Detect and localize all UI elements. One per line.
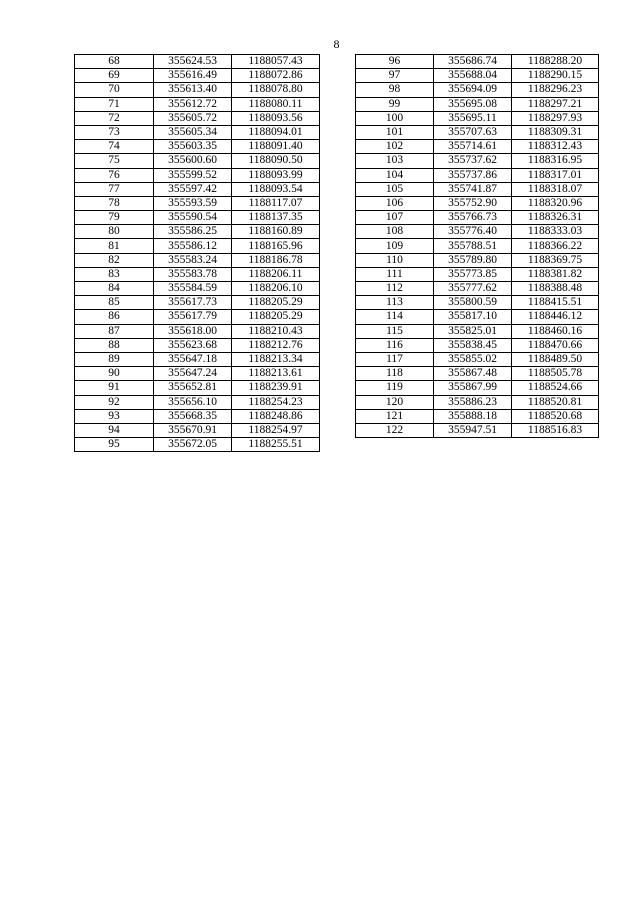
point-number-cell: 105 bbox=[356, 182, 434, 196]
y-coordinate-cell: 1188446.12 bbox=[512, 310, 599, 324]
point-number-cell: 114 bbox=[356, 310, 434, 324]
y-coordinate-cell: 1188212.76 bbox=[232, 338, 320, 352]
y-coordinate-cell: 1188117.07 bbox=[232, 196, 320, 210]
table-row bbox=[356, 296, 599, 310]
table-row bbox=[356, 211, 599, 225]
x-coordinate-cell: 355947.51 bbox=[434, 423, 512, 437]
point-number-cell: 86 bbox=[75, 310, 154, 324]
y-coordinate-cell: 1188137.35 bbox=[232, 211, 320, 225]
table-row bbox=[356, 239, 599, 253]
y-coordinate-cell: 1188093.54 bbox=[232, 182, 320, 196]
x-coordinate-cell: 355583.24 bbox=[154, 253, 232, 267]
y-coordinate-cell: 1188316.95 bbox=[512, 154, 599, 168]
point-number-cell: 90 bbox=[75, 367, 154, 381]
point-number-cell: 101 bbox=[356, 125, 434, 139]
y-coordinate-cell: 1188206.11 bbox=[232, 267, 320, 281]
y-coordinate-cell: 1188333.03 bbox=[512, 225, 599, 239]
x-coordinate-cell: 355741.87 bbox=[434, 182, 512, 196]
y-coordinate-cell: 1188320.96 bbox=[512, 196, 599, 210]
x-coordinate-cell: 355600.60 bbox=[154, 154, 232, 168]
table-row bbox=[75, 310, 320, 324]
x-coordinate-cell: 355618.00 bbox=[154, 324, 232, 338]
x-coordinate-cell: 355695.08 bbox=[434, 97, 512, 111]
table-row bbox=[356, 282, 599, 296]
point-number-cell: 102 bbox=[356, 140, 434, 154]
x-coordinate-cell: 355888.18 bbox=[434, 409, 512, 423]
table-row bbox=[75, 409, 320, 423]
table-row bbox=[356, 154, 599, 168]
table-row bbox=[75, 338, 320, 352]
point-number-cell: 109 bbox=[356, 239, 434, 253]
table-row bbox=[356, 83, 599, 97]
x-coordinate-cell: 355737.62 bbox=[434, 154, 512, 168]
point-number-cell: 69 bbox=[75, 69, 154, 83]
x-coordinate-cell: 355612.72 bbox=[154, 97, 232, 111]
table-row bbox=[356, 69, 599, 83]
table-row bbox=[356, 310, 599, 324]
table-row bbox=[75, 282, 320, 296]
point-number-cell: 89 bbox=[75, 352, 154, 366]
y-coordinate-cell: 1188524.66 bbox=[512, 381, 599, 395]
y-coordinate-cell: 1188090.50 bbox=[232, 154, 320, 168]
table-row bbox=[356, 367, 599, 381]
table-row bbox=[75, 239, 320, 253]
x-coordinate-cell: 355777.62 bbox=[434, 282, 512, 296]
y-coordinate-cell: 1188312.43 bbox=[512, 140, 599, 154]
y-coordinate-cell: 1188288.20 bbox=[512, 55, 599, 69]
coordinates-table-right bbox=[355, 54, 599, 438]
point-number-cell: 117 bbox=[356, 352, 434, 366]
point-number-cell: 92 bbox=[75, 395, 154, 409]
y-coordinate-cell: 1188381.82 bbox=[512, 267, 599, 281]
table-row bbox=[75, 97, 320, 111]
y-coordinate-cell: 1188489.50 bbox=[512, 352, 599, 366]
point-number-cell: 111 bbox=[356, 267, 434, 281]
y-coordinate-cell: 1188080.11 bbox=[232, 97, 320, 111]
point-number-cell: 88 bbox=[75, 338, 154, 352]
x-coordinate-cell: 355583.78 bbox=[154, 267, 232, 281]
point-number-cell: 121 bbox=[356, 409, 434, 423]
x-coordinate-cell: 355672.05 bbox=[154, 438, 232, 452]
table-row bbox=[75, 296, 320, 310]
table-row bbox=[356, 125, 599, 139]
point-number-cell: 94 bbox=[75, 423, 154, 437]
point-number-cell: 68 bbox=[75, 55, 154, 69]
y-coordinate-cell: 1188213.61 bbox=[232, 367, 320, 381]
x-coordinate-cell: 355603.35 bbox=[154, 140, 232, 154]
point-number-cell: 72 bbox=[75, 111, 154, 125]
y-coordinate-cell: 1188520.68 bbox=[512, 409, 599, 423]
point-number-cell: 77 bbox=[75, 182, 154, 196]
table-row bbox=[356, 352, 599, 366]
table-row bbox=[75, 423, 320, 437]
page-number: 8 bbox=[333, 37, 340, 51]
point-number-cell: 110 bbox=[356, 253, 434, 267]
y-coordinate-cell: 1188254.97 bbox=[232, 423, 320, 437]
x-coordinate-cell: 355737.86 bbox=[434, 168, 512, 182]
x-coordinate-cell: 355605.34 bbox=[154, 125, 232, 139]
coordinates-table-body bbox=[356, 55, 599, 438]
y-coordinate-cell: 1188520.81 bbox=[512, 395, 599, 409]
point-number-cell: 93 bbox=[75, 409, 154, 423]
y-coordinate-cell: 1188093.99 bbox=[232, 168, 320, 182]
x-coordinate-cell: 355590.54 bbox=[154, 211, 232, 225]
point-number-cell: 95 bbox=[75, 438, 154, 452]
y-coordinate-cell: 1188290.15 bbox=[512, 69, 599, 83]
table-row bbox=[75, 111, 320, 125]
y-coordinate-cell: 1188093.56 bbox=[232, 111, 320, 125]
y-coordinate-cell: 1188213.34 bbox=[232, 352, 320, 366]
point-number-cell: 91 bbox=[75, 381, 154, 395]
x-coordinate-cell: 355586.12 bbox=[154, 239, 232, 253]
table-row bbox=[75, 154, 320, 168]
x-coordinate-cell: 355624.53 bbox=[154, 55, 232, 69]
table-row bbox=[356, 140, 599, 154]
x-coordinate-cell: 355714.61 bbox=[434, 140, 512, 154]
point-number-cell: 75 bbox=[75, 154, 154, 168]
x-coordinate-cell: 355855.02 bbox=[434, 352, 512, 366]
x-coordinate-cell: 355695.11 bbox=[434, 111, 512, 125]
point-number-cell: 113 bbox=[356, 296, 434, 310]
y-coordinate-cell: 1188369.75 bbox=[512, 253, 599, 267]
point-number-cell: 73 bbox=[75, 125, 154, 139]
point-number-cell: 106 bbox=[356, 196, 434, 210]
x-coordinate-cell: 355766.73 bbox=[434, 211, 512, 225]
point-number-cell: 71 bbox=[75, 97, 154, 111]
table-row bbox=[75, 367, 320, 381]
x-coordinate-cell: 355800.59 bbox=[434, 296, 512, 310]
x-coordinate-cell: 355647.24 bbox=[154, 367, 232, 381]
y-coordinate-cell: 1188078.80 bbox=[232, 83, 320, 97]
table-row bbox=[356, 267, 599, 281]
table-row bbox=[356, 381, 599, 395]
table-row bbox=[356, 111, 599, 125]
table-row bbox=[356, 395, 599, 409]
coordinates-table-body bbox=[75, 55, 320, 452]
table-row bbox=[75, 211, 320, 225]
x-coordinate-cell: 355686.74 bbox=[434, 55, 512, 69]
x-coordinate-cell: 355593.59 bbox=[154, 196, 232, 210]
table-row bbox=[75, 125, 320, 139]
x-coordinate-cell: 355616.49 bbox=[154, 69, 232, 83]
x-coordinate-cell: 355656.10 bbox=[154, 395, 232, 409]
point-number-cell: 120 bbox=[356, 395, 434, 409]
table-row bbox=[75, 168, 320, 182]
point-number-cell: 82 bbox=[75, 253, 154, 267]
table-row bbox=[75, 182, 320, 196]
point-number-cell: 87 bbox=[75, 324, 154, 338]
table-row bbox=[75, 267, 320, 281]
y-coordinate-cell: 1188248.86 bbox=[232, 409, 320, 423]
point-number-cell: 118 bbox=[356, 367, 434, 381]
table-row bbox=[356, 409, 599, 423]
x-coordinate-cell: 355652.81 bbox=[154, 381, 232, 395]
y-coordinate-cell: 1188057.43 bbox=[232, 55, 320, 69]
y-coordinate-cell: 1188091.40 bbox=[232, 140, 320, 154]
x-coordinate-cell: 355707.63 bbox=[434, 125, 512, 139]
x-coordinate-cell: 355597.42 bbox=[154, 182, 232, 196]
y-coordinate-cell: 1188415.51 bbox=[512, 296, 599, 310]
y-coordinate-cell: 1188160.89 bbox=[232, 225, 320, 239]
y-coordinate-cell: 1188388.48 bbox=[512, 282, 599, 296]
y-coordinate-cell: 1188165.96 bbox=[232, 239, 320, 253]
x-coordinate-cell: 355605.72 bbox=[154, 111, 232, 125]
point-number-cell: 80 bbox=[75, 225, 154, 239]
y-coordinate-cell: 1188296.23 bbox=[512, 83, 599, 97]
y-coordinate-cell: 1188206.10 bbox=[232, 282, 320, 296]
table-row bbox=[356, 168, 599, 182]
table-row bbox=[75, 83, 320, 97]
x-coordinate-cell: 355817.10 bbox=[434, 310, 512, 324]
table-row bbox=[75, 381, 320, 395]
table-row bbox=[356, 196, 599, 210]
y-coordinate-cell: 1188470.66 bbox=[512, 338, 599, 352]
table-row bbox=[75, 140, 320, 154]
x-coordinate-cell: 355867.99 bbox=[434, 381, 512, 395]
x-coordinate-cell: 355789.80 bbox=[434, 253, 512, 267]
table-row bbox=[75, 55, 320, 69]
x-coordinate-cell: 355825.01 bbox=[434, 324, 512, 338]
x-coordinate-cell: 355773.85 bbox=[434, 267, 512, 281]
y-coordinate-cell: 1188460.16 bbox=[512, 324, 599, 338]
table-row bbox=[356, 182, 599, 196]
point-number-cell: 96 bbox=[356, 55, 434, 69]
point-number-cell: 84 bbox=[75, 282, 154, 296]
table-row bbox=[356, 225, 599, 239]
point-number-cell: 79 bbox=[75, 211, 154, 225]
point-number-cell: 115 bbox=[356, 324, 434, 338]
x-coordinate-cell: 355613.40 bbox=[154, 83, 232, 97]
y-coordinate-cell: 1188366.22 bbox=[512, 239, 599, 253]
point-number-cell: 108 bbox=[356, 225, 434, 239]
point-number-cell: 83 bbox=[75, 267, 154, 281]
y-coordinate-cell: 1188297.21 bbox=[512, 97, 599, 111]
y-coordinate-cell: 1188094.01 bbox=[232, 125, 320, 139]
x-coordinate-cell: 355688.04 bbox=[434, 69, 512, 83]
point-number-cell: 103 bbox=[356, 154, 434, 168]
table-row bbox=[75, 395, 320, 409]
x-coordinate-cell: 355694.09 bbox=[434, 83, 512, 97]
x-coordinate-cell: 355867.48 bbox=[434, 367, 512, 381]
table-row bbox=[75, 69, 320, 83]
x-coordinate-cell: 355788.51 bbox=[434, 239, 512, 253]
table-row bbox=[75, 324, 320, 338]
x-coordinate-cell: 355776.40 bbox=[434, 225, 512, 239]
point-number-cell: 99 bbox=[356, 97, 434, 111]
y-coordinate-cell: 1188205.29 bbox=[232, 310, 320, 324]
y-coordinate-cell: 1188186.78 bbox=[232, 253, 320, 267]
x-coordinate-cell: 355647.18 bbox=[154, 352, 232, 366]
x-coordinate-cell: 355617.79 bbox=[154, 310, 232, 324]
y-coordinate-cell: 1188309.31 bbox=[512, 125, 599, 139]
table-row bbox=[356, 338, 599, 352]
y-coordinate-cell: 1188072.86 bbox=[232, 69, 320, 83]
point-number-cell: 122 bbox=[356, 423, 434, 437]
table-row bbox=[75, 196, 320, 210]
y-coordinate-cell: 1188505.78 bbox=[512, 367, 599, 381]
x-coordinate-cell: 355623.68 bbox=[154, 338, 232, 352]
coordinates-table-left bbox=[74, 54, 320, 452]
y-coordinate-cell: 1188326.31 bbox=[512, 211, 599, 225]
point-number-cell: 78 bbox=[75, 196, 154, 210]
point-number-cell: 81 bbox=[75, 239, 154, 253]
y-coordinate-cell: 1188297.93 bbox=[512, 111, 599, 125]
point-number-cell: 116 bbox=[356, 338, 434, 352]
x-coordinate-cell: 355668.35 bbox=[154, 409, 232, 423]
x-coordinate-cell: 355752.90 bbox=[434, 196, 512, 210]
x-coordinate-cell: 355617.73 bbox=[154, 296, 232, 310]
point-number-cell: 76 bbox=[75, 168, 154, 182]
x-coordinate-cell: 355586.25 bbox=[154, 225, 232, 239]
table-row bbox=[75, 225, 320, 239]
point-number-cell: 119 bbox=[356, 381, 434, 395]
point-number-cell: 98 bbox=[356, 83, 434, 97]
table-row bbox=[356, 423, 599, 437]
x-coordinate-cell: 355670.91 bbox=[154, 423, 232, 437]
point-number-cell: 97 bbox=[356, 69, 434, 83]
point-number-cell: 70 bbox=[75, 83, 154, 97]
y-coordinate-cell: 1188317.01 bbox=[512, 168, 599, 182]
x-coordinate-cell: 355838.45 bbox=[434, 338, 512, 352]
y-coordinate-cell: 1188239.91 bbox=[232, 381, 320, 395]
table-row bbox=[356, 253, 599, 267]
point-number-cell: 85 bbox=[75, 296, 154, 310]
x-coordinate-cell: 355886.23 bbox=[434, 395, 512, 409]
y-coordinate-cell: 1188516.83 bbox=[512, 423, 599, 437]
point-number-cell: 112 bbox=[356, 282, 434, 296]
table-row bbox=[75, 253, 320, 267]
point-number-cell: 107 bbox=[356, 211, 434, 225]
x-coordinate-cell: 355584.59 bbox=[154, 282, 232, 296]
table-row bbox=[356, 55, 599, 69]
table-row bbox=[356, 97, 599, 111]
y-coordinate-cell: 1188210.43 bbox=[232, 324, 320, 338]
table-row bbox=[75, 352, 320, 366]
y-coordinate-cell: 1188205.29 bbox=[232, 296, 320, 310]
y-coordinate-cell: 1188318.07 bbox=[512, 182, 599, 196]
table-row bbox=[75, 438, 320, 452]
y-coordinate-cell: 1188254.23 bbox=[232, 395, 320, 409]
y-coordinate-cell: 1188255.51 bbox=[232, 438, 320, 452]
table-row bbox=[356, 324, 599, 338]
point-number-cell: 104 bbox=[356, 168, 434, 182]
point-number-cell: 74 bbox=[75, 140, 154, 154]
point-number-cell: 100 bbox=[356, 111, 434, 125]
x-coordinate-cell: 355599.52 bbox=[154, 168, 232, 182]
